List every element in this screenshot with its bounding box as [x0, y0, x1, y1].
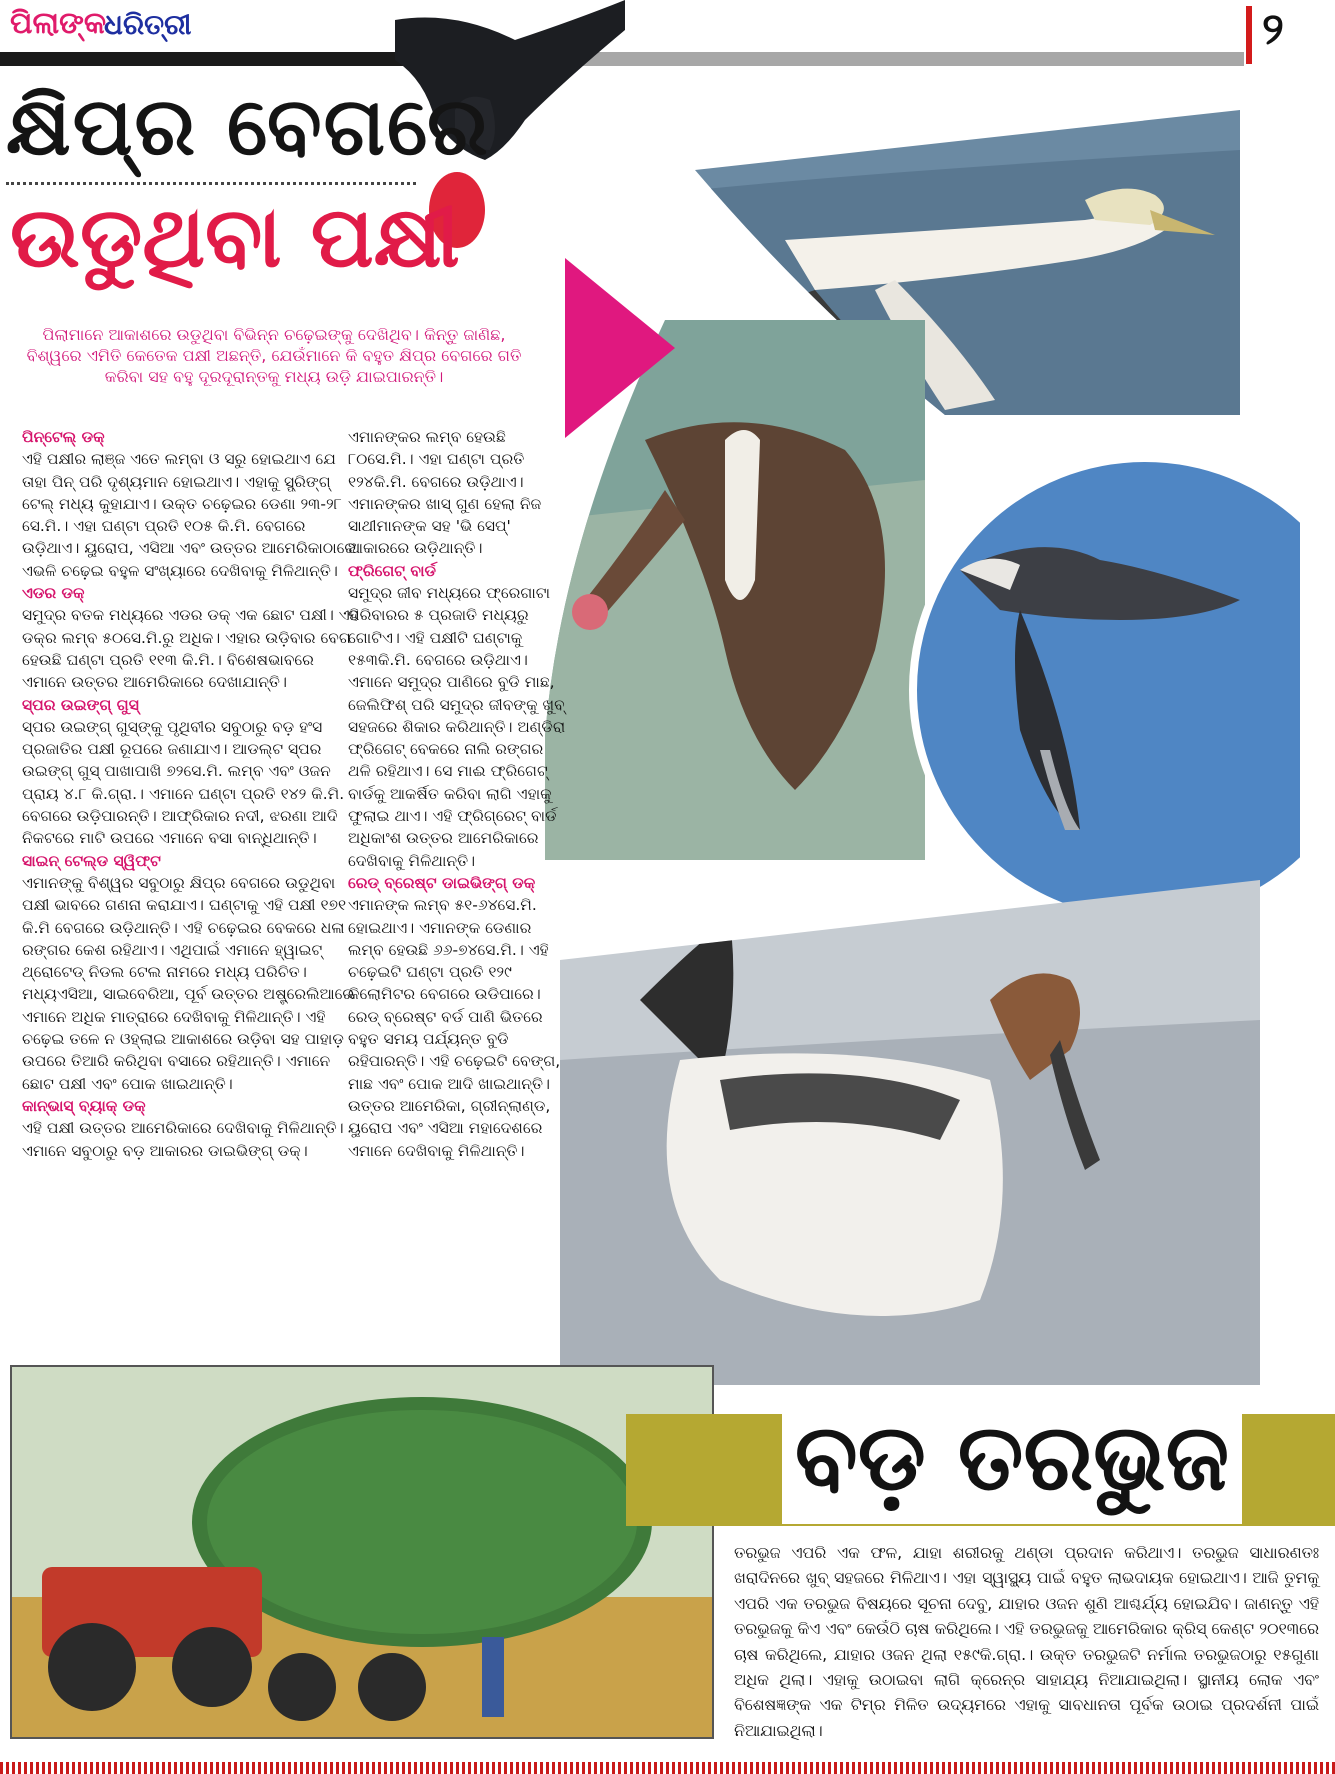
section-body: ସମୁଦ୍ର ଜୀବ ମଧ୍ୟରେ ଫ୍ରେଗାଟା ପରିବାରର ୫ ପ୍ରଜାତି ମଧ୍ୟରୁ ଗୋଟିଏ। ଏହି ପକ୍ଷୀଟି ଘଣ୍ଟାକୁ ୧୫୩କି.ମି. ବେଗରେ ଉଡ଼ିଥାଏ। ଏମାନେ ସମୁଦ୍ର ପାଣିରେ ବୁଡି ମାଛ, ଜେଲିଫିଶ୍ ପରି ସମୁଦ୍ର ଜୀବଙ୍କୁ ଖୁବ୍ ସହଜରେ ଶିକାର କରିଥାନ୍ତି। ଅଣ୍ଡିରା ଫ୍ରିଗେଟ୍ ବେକରେ ନାଲି ରଙ୍ଗର ଥଳି ରହିଥାଏ। ସେ ମାଈ ଫ୍ରିଗେଟ୍ ବାର୍ଡକୁ ଆକର୍ଷିତ କରିବା ଲାଗି ଏହାକୁ ଫୁଲାଇ ଥାଏ। ଏହି ଫ୍ରିଗ୍ରେଟ୍ ବାର୍ଡ ଅଧିକାଂଶ ଉତ୍ତର ଆମେରିକାରେ ଦେଖିବାକୁ ମିଳିଥାନ୍ତି।: [348, 584, 566, 870]
article-column-middle: [348, 426, 570, 1162]
section-heading: ଏଡର ଡକ୍: [22, 584, 85, 603]
pintail-duck-photo: [560, 880, 1260, 1385]
article-intro: ପିଲାମାନେ ଆକାଶରେ ଉଡୁଥିବା ବିଭିନ୍ନ ଚଢ଼େଇଙ୍କୁ ଦେଖିଥିବ। କିନ୍ତୁ ଜାଣିଛ, ବିଶ୍ୱରେ ଏମିତି କେତେକ ପକ୍ଷୀ ଅଛନ୍ତି, ଯେଉଁମାନେ କି ବହୁତ କ୍ଷିପ୍ର ବେଗରେ ଗତି କରିବା ସହ ବହୁ ଦୂରଦୂରାନ୍ତକୁ ମଧ୍ୟ ଉଡ଼ି ଯାଇପାରନ୍ତି।: [26, 325, 522, 386]
section-body: ଏମାନଙ୍କୁ ବିଶ୍ୱର ସବୁଠାରୁ କ୍ଷିପ୍ର ବେଗରେ ଉଡୁଥିବା ପକ୍ଷୀ ଭାବରେ ଗଣନା କରାଯାଏ। ଘଣ୍ଟାକୁ ଏହି ପକ୍ଷୀ ୧୭୧ କି.ମି ବେଗରେ ଉଡ଼ିଥାନ୍ତି। ଏହି ଚଢ଼େଇର ବେକରେ ଧଳା ରଙ୍ଗର କେଶ ରହିଥାଏ। ଏଥିପାଇଁ ଏମାନେ ହ୍ୱାଇଟ୍ ଥ୍ରୋଟେଡ୍ ନିଡଲ ଟେଲ ନାମରେ ମଧ୍ୟ ପରିଚିତ। ମଧ୍ୟଏସିଆ, ସାଇବେରିଆ, ପୂର୍ବ ଉତ୍ତର ଅଷ୍ଟ୍ରେଲିଆରେ ଏମାନେ ଅଧିକ ମାତ୍ରାରେ ଦେଖିବାକୁ ମିଳିଥାନ୍ତି। ଏହି ଚଢ଼େଇ ତଳେ ନ ଓହ୍ଲାଇ ଆକାଶରେ ଉଡ଼ିବା ସହ ପାହାଡ଼ ଉପରେ ତିଆରି କରିଥିବା ବସାରେ ରହିଥାନ୍ତି। ଏମାନେ ଛୋଟ ପକ୍ଷୀ ଏବଂ ପୋକ ଖାଇଥାନ୍ତି।: [22, 873, 355, 1093]
watermelon-title: ବଡ଼ ତରଭୁଜ: [782, 1404, 1242, 1524]
header-rule-dark: [0, 52, 408, 66]
section-heading: କାନ୍‌ଭାସ୍ ବ୍ୟାକ୍ ଡକ୍: [22, 1096, 146, 1115]
section-body: ସ୍ପର ଉଇଙ୍ଗ୍ ଗୁସ୍‌ଙ୍କୁ ପୃଥିବୀର ସବୁଠାରୁ ବଡ଼ ହଂସ ପ୍ରଜାତିର ପକ୍ଷୀ ରୂପରେ ଜଣାଯାଏ। ଆଡଲ୍ଟ ସ୍ପର ଉଇଙ୍ଗ୍ ଗୁସ୍ ପାଖାପାଖି ୭୨ସେ.ମି. ଲମ୍ବ ଏବଂ ଓଜନ ପ୍ରାୟ ୪.୮ କି.ଗ୍ରା.। ଏମାନେ ଘଣ୍ଟା ପ୍ରତି ୧୪୨ କି.ମି. ବେଗରେ ଉଡ଼ିପାରନ୍ତି। ଆଫ୍ରିକାର ନଦୀ, ଝରଣା ଆଦି ନିକଟରେ ମାଟି ଉପରେ ଏମାନେ ବସା ବାନ୍ଧିଥାନ୍ତି।: [22, 717, 345, 848]
section-body: ଏମାନଙ୍କର ଲମ୍ବ ହେଉଛି ୮୦ସେ.ମି.। ଏହା ଘଣ୍ଟା ପ୍ରତି ୧୨୪କି.ମି. ବେଗରେ ଉଡ଼ିଥାଏ। ଏମାନଙ୍କର ଖାସ୍ ଗୁଣ ହେଲା ନିଜ ସାଥୀମାନଙ୍କ ସହ 'ଭି ସେପ୍' ଆକାରରେ ଉଡ଼ିଥାନ୍ତି।: [348, 428, 542, 558]
section-heading: ରେଡ୍ ବ୍ରେଷ୍ଟ ଡାଇଭିଙ୍ଗ୍ ଡକ୍: [348, 873, 536, 892]
article-column-left: [22, 426, 360, 1162]
section-heading: ପିନ୍‌ଟେଲ୍ ଡକ୍: [22, 428, 105, 446]
watermelon-tractor-photo: [10, 1365, 714, 1739]
headline-line-2: ଉଡୁଥିବା ପକ୍ଷୀ: [10, 188, 460, 286]
section-body: ଏହି ପକ୍ଷୀ ଉତ୍ତର ଆମେରିକାରେ ଦେଖିବାକୁ ମିଳିଥାନ୍ତି। ଏମାନେ ସବୁଠାରୁ ବଡ଼ ଆକାରର ଡାଇଭିଙ୍ଗ୍ ଡକ୍।: [22, 1119, 344, 1160]
pink-accent-triangle: [565, 258, 675, 438]
footer-rule: [0, 1762, 1335, 1774]
section-body: ଏମାନଙ୍କ ଲମ୍ବ ୫୧-୬୪ସେ.ମି. ହୋଇଥାଏ। ଏମାନଙ୍କ ଡେଣାର ଲମ୍ବ ହେଉଛି ୬୬-୭୪ସେ.ମି.। ଏହି ଚଢ଼େଇଟି ଘଣ୍ଟା ପ୍ରତି ୧୨୯ କିଲୋମିଟର ବେଗରେ ଉଡିପାରେ। ରେଡ୍ ବ୍ରେଷ୍ଟ ବର୍ଡ ପାଣି ଭିତରେ ବହୁତ ସମୟ ପର୍ଯ୍ୟନ୍ତ ବୁଡି ରହିପାରନ୍ତି। ଏହି ଚଢ଼େଇଟି ବେଙ୍ଗ, ମାଛ ଏବଂ ପୋକ ଆଦି ଖାଇଥାନ୍ତି। ଉତ୍ତର ଆମେରିକା, ଗ୍ରୀନ୍‌ଲାଣ୍ଡ, ୟୁରୋପ ଏବଂ ଏସିଆ ମହାଦେଶରେ ଏମାନେ ଦେଖିବାକୁ ମିଳିଥାନ୍ତି।: [348, 896, 561, 1160]
watermelon-article-text: ତରଭୁଜ ଏପରି ଏକ ଫଳ, ଯାହା ଶରୀରକୁ ଥଣ୍ଡା ପ୍ରଦାନ କରିଥାଏ। ତରଭୁଜ ସାଧାରଣତଃ ଖରାଦିନରେ ଖୁବ୍ ସହଜରେ ମିଳିଥାଏ। ଏହା ସ୍ୱାସ୍ଥ୍ୟ ପାଇଁ ବହୁତ ଲାଭଦାୟକ ହୋଇଥାଏ। ଆଜି ତୁମକୁ ଏପରି ଏକ ତରଭୁଜ ବିଷୟରେ ସୂଚନା ଦେବୁ, ଯାହାର ଓଜନ ଶୁଣି ଆଶ୍ଚର୍ଯ୍ୟ ହୋଇଯିବ। ଜାଣନ୍ତୁ ଏହି ତରଭୁଜକୁ କିଏ ଏବଂ କେଉଁଠି ଚାଷ କରିଥିଲେ। ଏହି ତରଭୁଜକୁ ଆମେରିକାର କ୍ରିସ୍ କେଣ୍ଟ ୨୦୧୩ରେ ଚାଷ କରିଥିଲେ, ଯାହାର ଓଜନ ଥିଲା ୧୫୯କି.ଗ୍ରା.। ଉକ୍ତ ତରଭୁଜଟି ନର୍ମାଲ ତରଭୁଜଠାରୁ ୧୫ଗୁଣା ଅଧିକ ଥିଲା। ଏହାକୁ ଉଠାଇବା ଲାଗି କ୍ରେନ୍‌ର ସାହାଯ୍ୟ ନିଆଯାଇଥିଲା। ସ୍ଥାନୀୟ ଲୋକ ଏବଂ ବିଶେଷଜ୍ଞଙ୍କ ଏକ ଟିମ୍‌ର ମିଳିତ ଉଦ୍ୟମରେ ଏହାକୁ ସାବଧାନତା ପୂର୍ବକ ଉଠାଇ ପ୍ରଦର୍ଶନୀ ପାଇଁ ନିଆଯାଇଥିଲା।: [734, 1543, 1319, 1740]
section-heading: ସ୍ପର ଉଇଙ୍ଗ୍ ଗୁସ୍: [22, 695, 139, 714]
page-number-marker: [1246, 6, 1252, 64]
swift-photo: [900, 450, 1300, 930]
headline-divider: [6, 182, 416, 185]
section-body: ସମୁଦ୍ର ବତକ ମଧ୍ୟରେ ଏଡର ଡକ୍ ଏକ ଛୋଟ ପକ୍ଷୀ। ଏହି ଡକ୍‌ର ଲମ୍ବ ୫୦ସେ.ମି.ରୁ ଅଧିକ। ଏହାର ଉଡ଼ିବାର ବେଗ ହେଉଛି ଘଣ୍ଟା ପ୍ରତି ୧୧୩ କି.ମି.। ବିଶେଷଭାବରେ ଏମାନେ ଉତ୍ତର ଆମେରିକାରେ ଦେଖାଯାନ୍ତି।: [22, 606, 359, 692]
section-heading: ଫ୍ରିଗେଟ୍ ବାର୍ଡ: [348, 561, 437, 580]
section-body: ଏହି ପକ୍ଷୀର ଲାଞ୍ଜ ଏତେ ଲମ୍ବା ଓ ସରୁ ହୋଇଥାଏ ଯେ ତାହା ପିନ୍ ପରି ଦୃଶ୍ୟମାନ ହୋଇଥାଏ। ଏହାକୁ ସ୍ପ୍ରିଙ୍ଗ୍ ଟେଲ୍ ମଧ୍ୟ କୁହାଯାଏ। ଉକ୍ତ ଚଢ଼େଇର ଡେଣା ୨୩-୨୮ ସେ.ମି.। ଏହା ଘଣ୍ଟା ପ୍ରତି ୧୦୫ କି.ମି. ବେଗରେ ଉଡ଼ିଥାଏ। ୟୁରୋପ, ଏସିଆ ଏବଂ ଉତ୍ତର ଆମେରିକାଠାରେ ଏଭଳି ଚଢ଼େଇ ବହୁଳ ସଂଖ୍ୟାରେ ଦେଖିବାକୁ ମିଳିଥାନ୍ତି।: [22, 450, 357, 580]
page-number: ୨: [1262, 4, 1284, 55]
logo-part-1: ପିଲାଙ୍କ: [10, 6, 107, 41]
headline-line-1: କ୍ଷିପ୍ର ବେଗରେ: [6, 80, 490, 173]
section-heading: ସାଇନ୍ ଟେଲ୍ଡ ସ୍ୱିଫ୍ଟ: [22, 851, 161, 870]
newspaper-logo: [6, 4, 202, 50]
logo-part-2: ଧରିତ୍ରୀ: [104, 8, 192, 41]
